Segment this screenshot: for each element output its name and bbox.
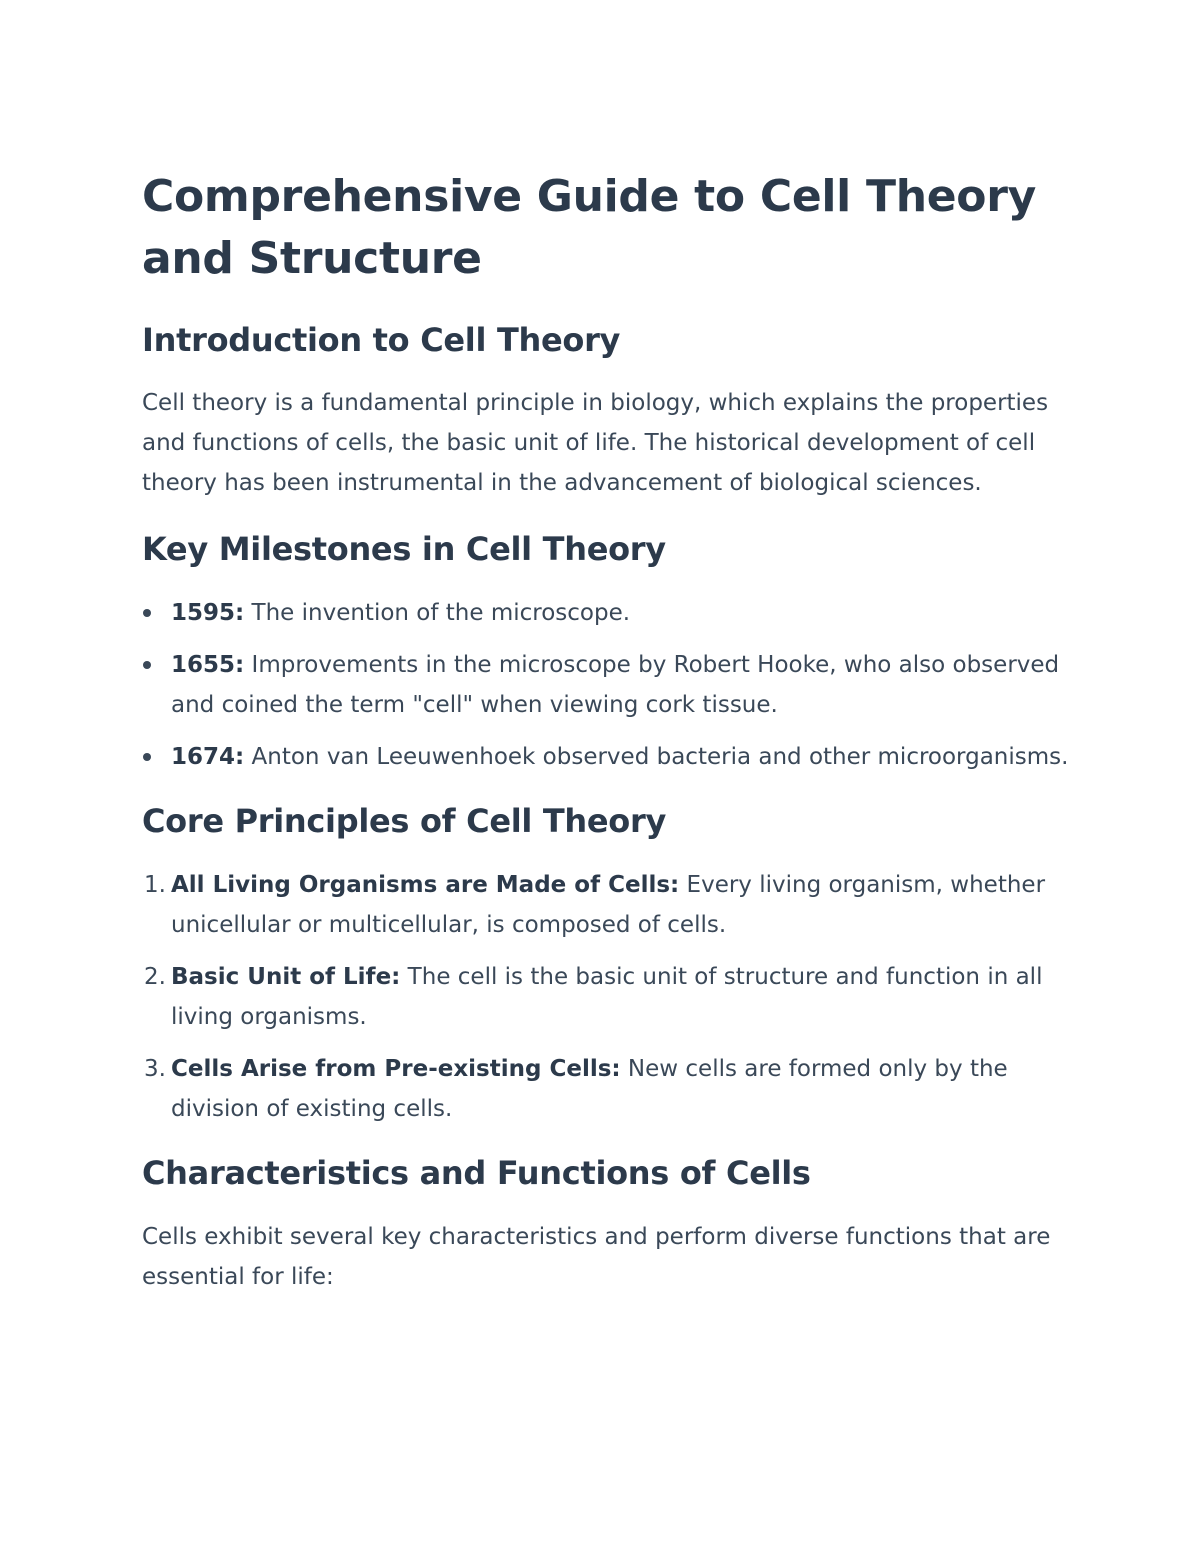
- list-number: 1.: [144, 872, 166, 898]
- principles-list: [142, 865, 1072, 1129]
- milestone-year: 1595:: [171, 600, 245, 626]
- milestones-heading: Key Milestones in Cell Theory: [142, 530, 666, 568]
- document-page: [142, 166, 1072, 1297]
- list-item: [142, 957, 1072, 1037]
- principle-text: Every living organism, whether unicellular or multicellular, is composed of cells.: [171, 872, 1046, 938]
- milestone-text: Improvements in the microscope by Robert Hooke, who also observed and coined the term "cell" when viewing cork tissue.: [171, 652, 1060, 718]
- principles-heading: Core Principles of Cell Theory: [142, 802, 667, 840]
- bullet-icon: [143, 661, 151, 669]
- bullet-icon: [143, 753, 151, 761]
- milestones-list: [142, 593, 1072, 777]
- list-number: 3.: [144, 1056, 166, 1082]
- principle-label: Cells Arise from Pre-existing Cells:: [171, 1056, 621, 1082]
- list-item: [142, 593, 1072, 633]
- milestone-year: 1655:: [171, 652, 245, 678]
- milestone-text: The invention of the microscope.: [244, 600, 631, 626]
- list-item: [142, 1049, 1072, 1129]
- intro-heading: Introduction to Cell Theory: [142, 321, 621, 359]
- document-title: Comprehensive Guide to Cell Theory and Structure: [142, 171, 1036, 284]
- milestone-year: 1674:: [171, 744, 245, 770]
- principle-label: All Living Organisms are Made of Cells:: [171, 872, 680, 898]
- list-item: [142, 737, 1072, 777]
- characteristics-heading: Characteristics and Functions of Cells: [142, 1154, 811, 1192]
- list-item: [142, 865, 1072, 945]
- list-item: [142, 645, 1072, 725]
- list-number: 2.: [144, 964, 166, 990]
- principle-text: New cells are formed only by the division of existing cells.: [171, 1056, 1008, 1122]
- bullet-icon: [143, 609, 151, 617]
- intro-paragraph: Cell theory is a fundamental principle in biology, which explains the properties and functions of cells, the basic unit of life. The historical development of cell theory has been instrumental in the advancement of biological sciences.: [142, 390, 1049, 496]
- characteristics-paragraph: Cells exhibit several key characteristics and perform diverse functions that are essential for life:: [142, 1224, 1051, 1290]
- milestone-text: Anton van Leeuwenhoek observed bacteria and other microorganisms.: [244, 744, 1069, 770]
- principle-label: Basic Unit of Life:: [171, 964, 401, 990]
- principle-text: The cell is the basic unit of structure and function in all living organisms.: [171, 964, 1043, 1030]
